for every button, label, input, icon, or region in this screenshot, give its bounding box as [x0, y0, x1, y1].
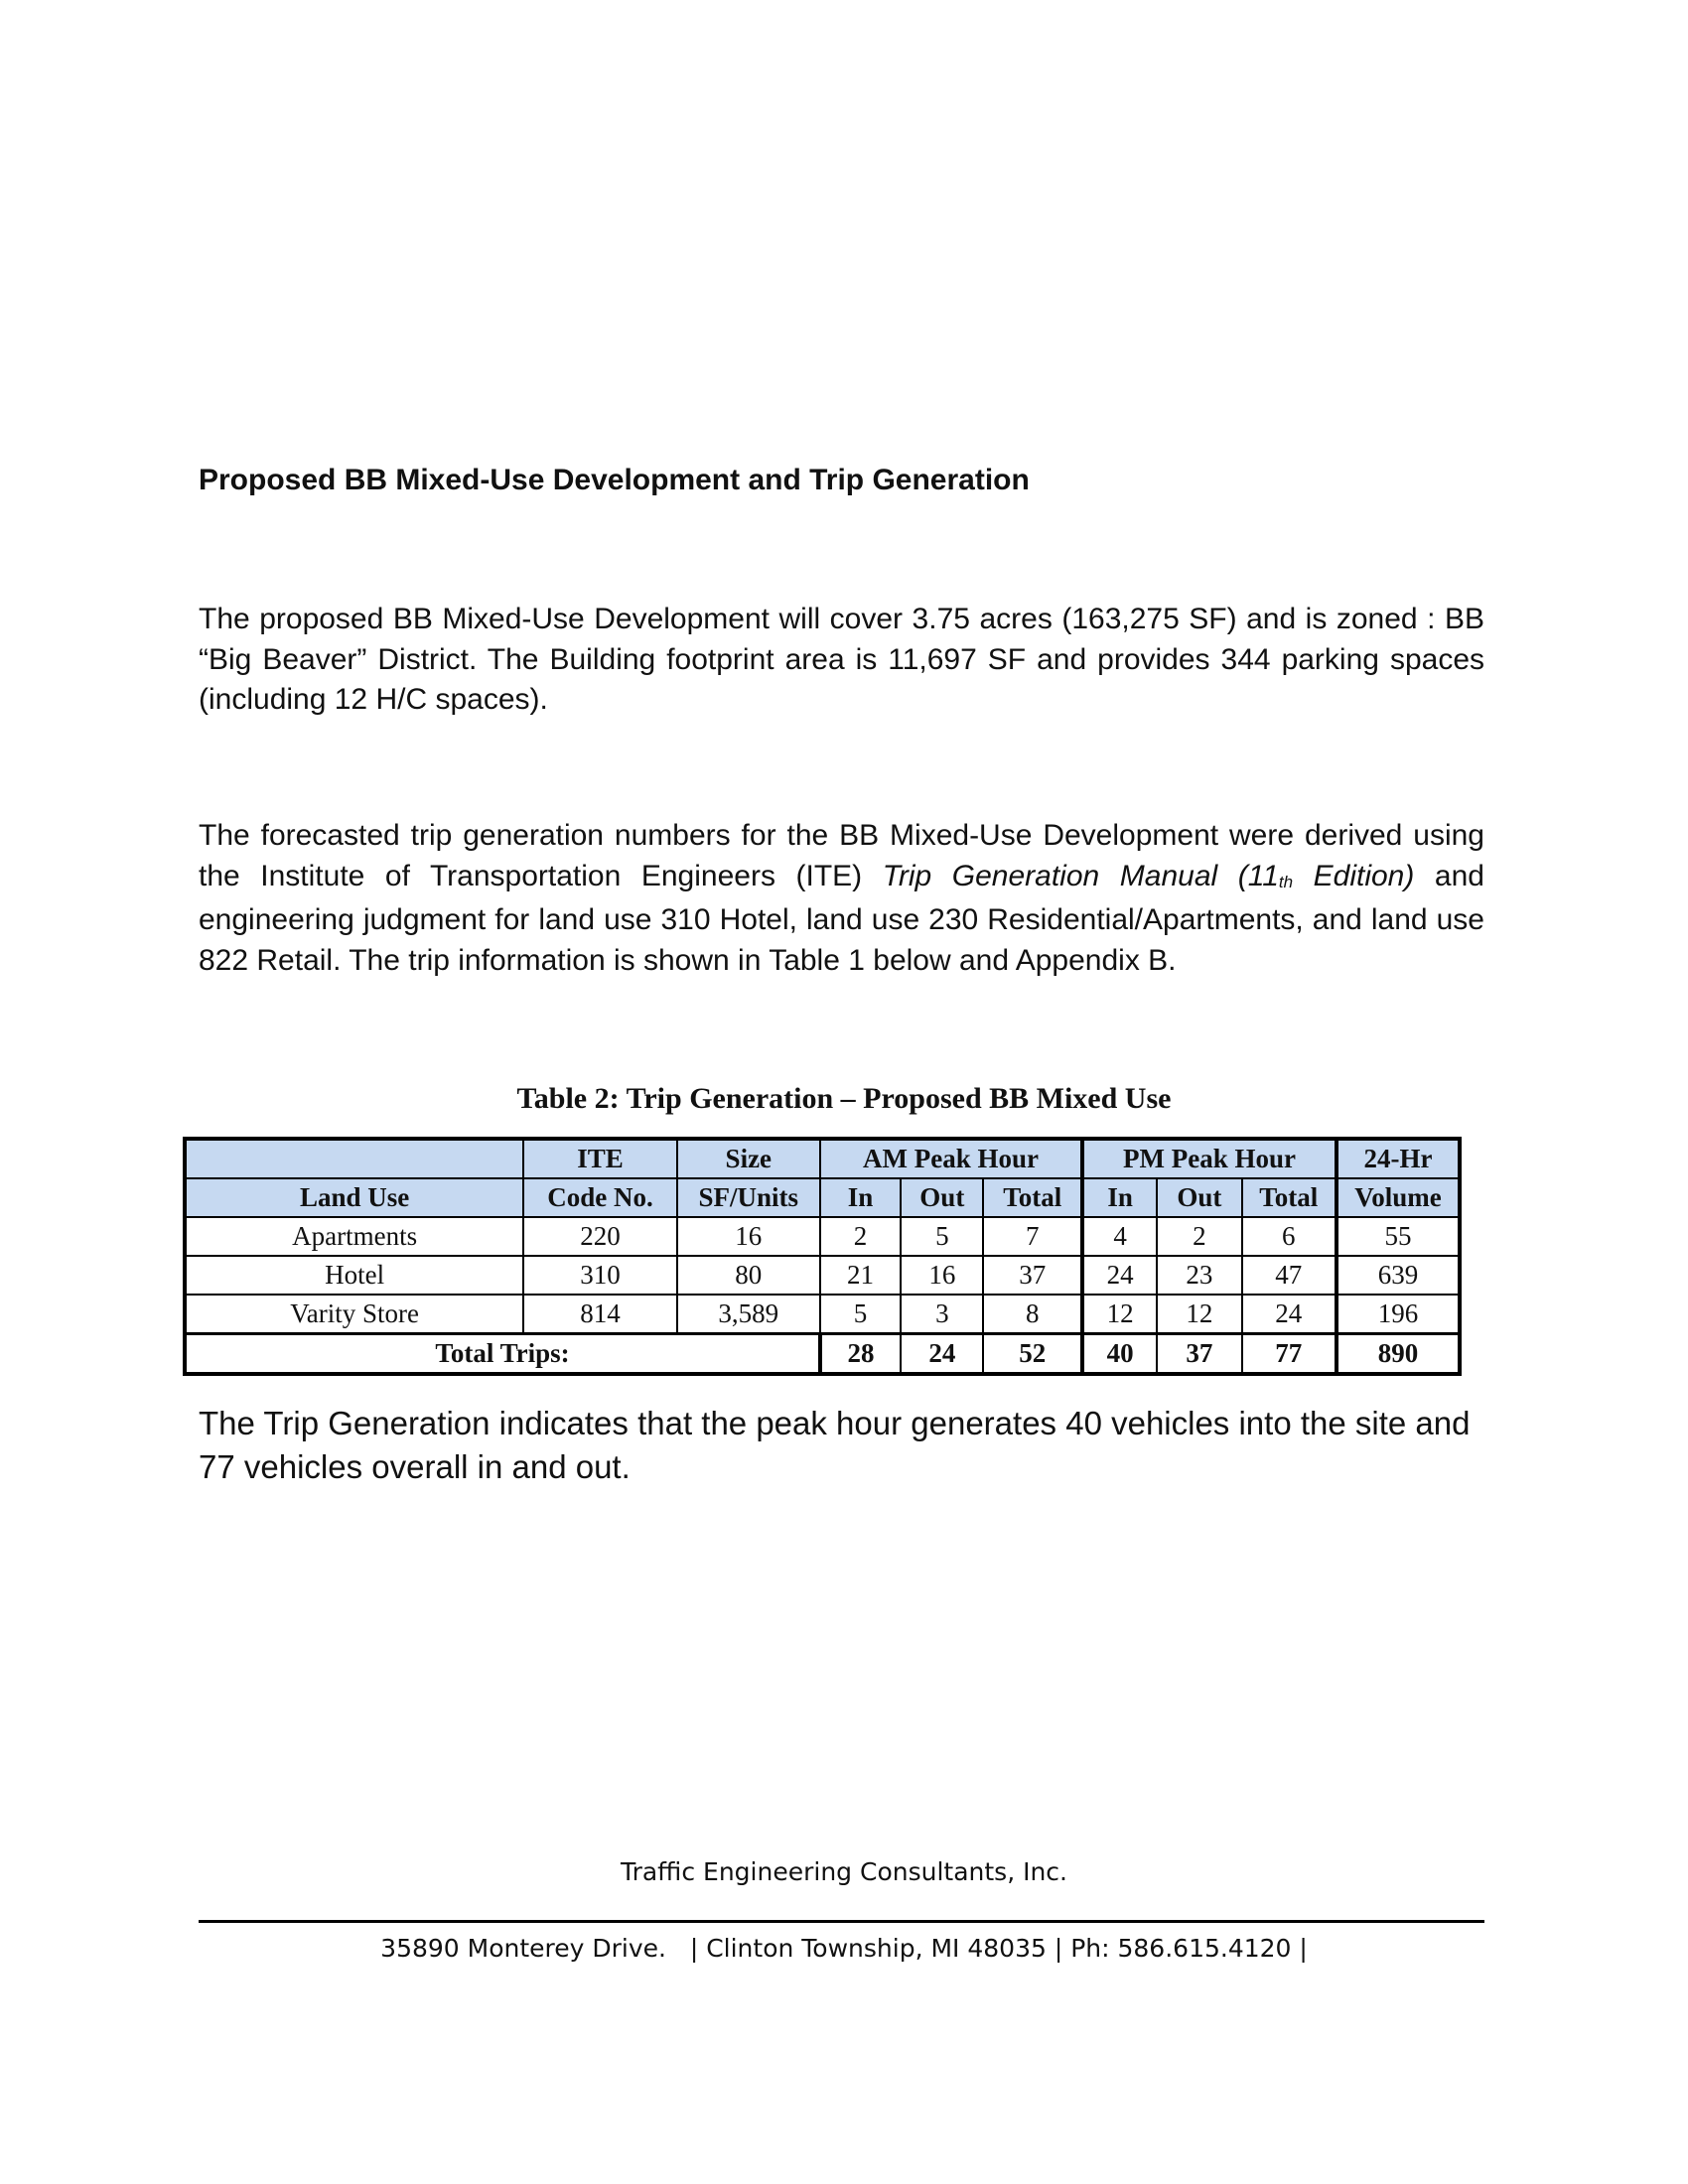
table-header-row-1 — [185, 1139, 1460, 1178]
cell-am-out: 16 — [901, 1256, 983, 1295]
cell-volume: 639 — [1336, 1256, 1460, 1295]
cell-size: 16 — [677, 1217, 820, 1256]
header-volume: Volume — [1336, 1178, 1460, 1217]
total-pm-out: 37 — [1157, 1334, 1241, 1375]
header-am-peak: AM Peak Hour — [820, 1139, 1082, 1178]
header-pm-peak: PM Peak Hour — [1082, 1139, 1336, 1178]
header-24hr: 24-Hr — [1336, 1139, 1460, 1178]
cell-pm-total: 24 — [1242, 1295, 1336, 1334]
table-header-row-2 — [185, 1178, 1460, 1217]
edition-superscript: th — [1278, 872, 1294, 891]
header-ite: ITE — [523, 1139, 676, 1178]
cell-am-total: 8 — [983, 1295, 1082, 1334]
total-pm-total: 77 — [1242, 1334, 1336, 1375]
cell-am-total: 37 — [983, 1256, 1082, 1295]
total-am-total: 52 — [983, 1334, 1082, 1375]
cell-pm-in: 24 — [1082, 1256, 1157, 1295]
cell-am-in: 5 — [820, 1295, 901, 1334]
cell-code: 310 — [523, 1256, 676, 1295]
cell-pm-total: 47 — [1242, 1256, 1336, 1295]
footer-address: 35890 Monterey Drive. | Clinton Township, MI 48035 | Ph: 586.615.4120 | — [380, 1934, 1308, 1963]
cell-am-out: 5 — [901, 1217, 983, 1256]
cell-am-total: 7 — [983, 1217, 1082, 1256]
header-code-no: Code No. — [523, 1178, 676, 1217]
manual-title — [883, 860, 1415, 892]
cell-land-use: Varity Store — [185, 1295, 523, 1334]
header-am-out: Out — [901, 1178, 983, 1217]
table-row — [185, 1256, 1460, 1295]
manual-edition-text: Edition) — [1293, 859, 1415, 892]
total-label: Total Trips: — [185, 1334, 820, 1375]
header-am-total: Total — [983, 1178, 1082, 1217]
header-blank-cell — [185, 1139, 523, 1178]
cell-size: 3,589 — [677, 1295, 820, 1334]
cell-land-use: Apartments — [185, 1217, 523, 1256]
table-caption: Table 2: Trip Generation – Proposed BB Mixed Use — [516, 1082, 1172, 1115]
cell-pm-total: 6 — [1242, 1217, 1336, 1256]
cell-code: 814 — [523, 1295, 676, 1334]
cell-pm-out: 2 — [1157, 1217, 1241, 1256]
cell-pm-out: 23 — [1157, 1256, 1241, 1295]
header-am-in: In — [820, 1178, 901, 1217]
cell-code: 220 — [523, 1217, 676, 1256]
manual-title-text: Trip Generation Manual (11 — [882, 859, 1279, 892]
header-size: Size — [677, 1139, 820, 1178]
header-pm-total: Total — [1242, 1178, 1336, 1217]
header-pm-in: In — [1082, 1178, 1157, 1217]
table-row — [185, 1295, 1460, 1334]
paragraph-trip-method — [199, 816, 1484, 981]
table-total-row — [185, 1334, 1460, 1375]
header-sf-units: SF/Units — [677, 1178, 820, 1217]
header-pm-out: Out — [1157, 1178, 1241, 1217]
cell-pm-in: 12 — [1082, 1295, 1157, 1334]
cell-volume: 55 — [1336, 1217, 1460, 1256]
paragraph-trip-method-intro: The forecasted trip generation numbers for the BB Mixed-Use Development were derived using the Institute of Transportation Engineers (ITE) — [199, 819, 1484, 892]
total-am-in: 28 — [820, 1334, 901, 1375]
total-volume: 890 — [1336, 1334, 1460, 1375]
total-am-out: 24 — [901, 1334, 983, 1375]
paragraph-site-description: The proposed BB Mixed-Use Development will cover 3.75 acres (163,275 SF) and is zoned : BB “Big Beaver” District. The Building footprint area is 11,697 SF and provides 344 parking spaces (including 12 H/C spaces). — [199, 603, 1484, 716]
footer-company-name: Traffic Engineering Consultants, Inc. — [620, 1857, 1067, 1886]
summary-paragraph: The Trip Generation indicates that the peak hour generates 40 vehicles into the site and 77 vehicles overall in and out. — [199, 1405, 1471, 1485]
section-heading: Proposed BB Mixed-Use Development and Trip Generation — [199, 464, 1030, 496]
table-row — [185, 1217, 1460, 1256]
paragraph-trip-method-rest: and engineering judgment for land use 310 Hotel, land use 230 Residential/Apartments, and land use 822 Retail. The trip information is shown in Table 1 below and Appendix B. — [199, 859, 1484, 977]
cell-am-in: 2 — [820, 1217, 901, 1256]
cell-am-out: 3 — [901, 1295, 983, 1334]
cell-land-use: Hotel — [185, 1256, 523, 1295]
cell-am-in: 21 — [820, 1256, 901, 1295]
footer-divider — [199, 1920, 1484, 1923]
cell-size: 80 — [677, 1256, 820, 1295]
trip-generation-table — [183, 1137, 1462, 1376]
header-land-use: Land Use — [185, 1178, 523, 1217]
total-pm-in: 40 — [1082, 1334, 1157, 1375]
cell-volume: 196 — [1336, 1295, 1460, 1334]
cell-pm-in: 4 — [1082, 1217, 1157, 1256]
cell-pm-out: 12 — [1157, 1295, 1241, 1334]
